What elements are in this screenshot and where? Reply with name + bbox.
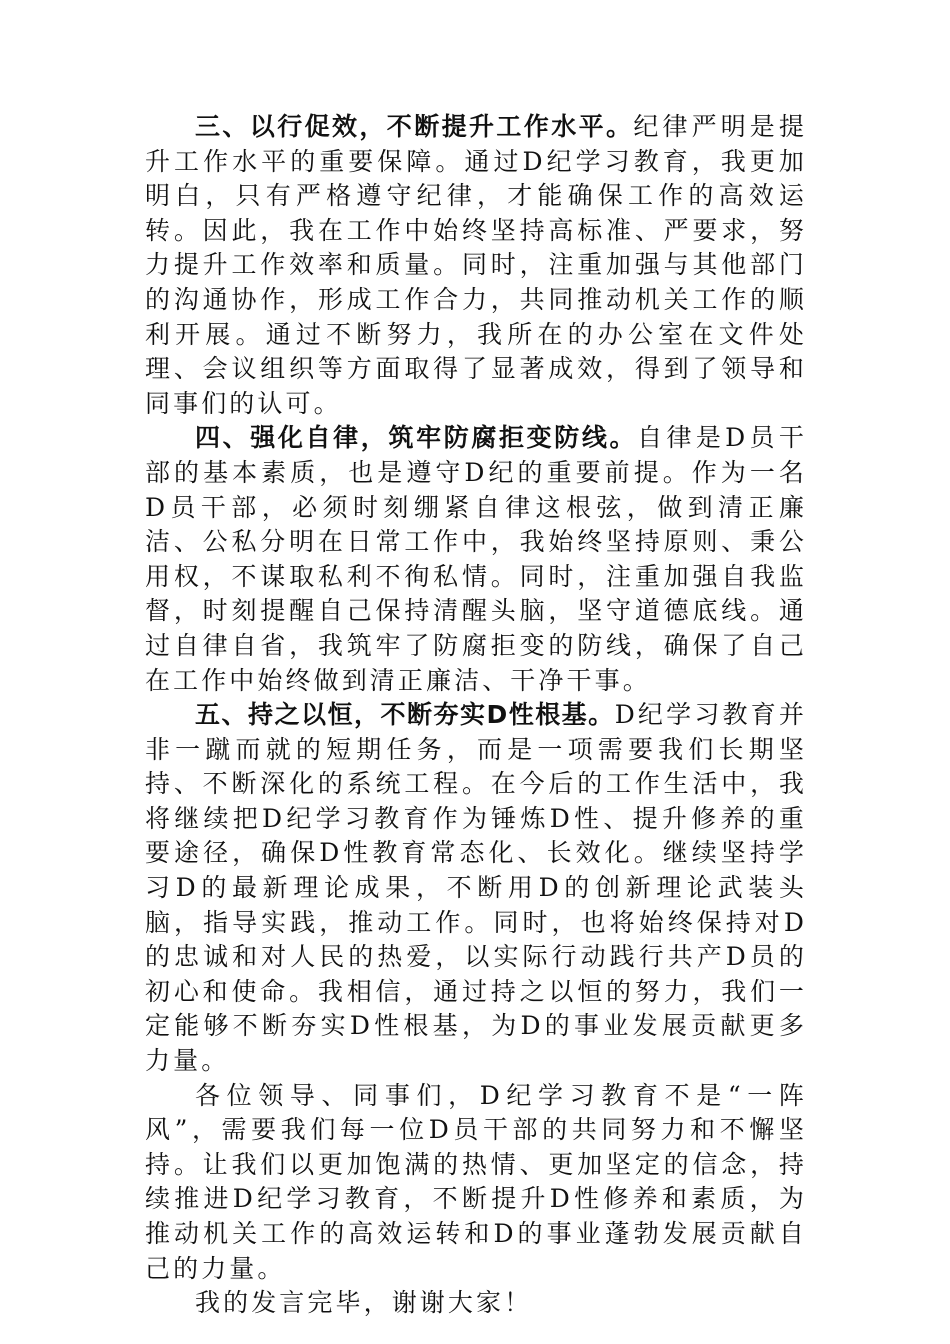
section-five-paragraph bbox=[145, 698, 807, 1079]
ending-line: 我的发言完毕，谢谢大家！ bbox=[195, 1288, 533, 1318]
section-five-body: D纪学习教育并非一蹴而就的短期任务，而是一项需要我们长期坚持、不断深化的系统工程。在今后的工作生活中，我将继续把D纪学习教育作为锤炼D性、提升修养的重要途径，确保D性教育常态化、长效化。继续坚持学习D的最新理论成果，不断用D的创新理论武装头脑，指导实践，推动工作。同时，也将始终保持对D的忠诚和对人民的热爱，以实际行动践行共产D员的初心和使命。我相信，通过持之以恒的努力，我们一定能够不断夯实D性根基，为D的事业发展贡献更多力量。 bbox=[145, 700, 808, 1076]
section-five-heading: 五、持之以恒，不断夯实D性根基。 bbox=[195, 700, 615, 730]
document-page bbox=[145, 110, 807, 1321]
section-three-heading: 三、以行促效，不断提升工作水平。 bbox=[195, 112, 634, 141]
section-four-body: 自律是D员干部的基本素质，也是遵守D纪的重要前提。作为一名D员干部，必须时刻绷紧自律这根弦，做到清正廉洁、公私分明在日常工作中，我始终坚持原则、秉公用权，不谋取私利不徇私情。同时，注重加强自我监督，时刻提醒自己保持清醒头脑，坚守道德底线。通过自律自省，我筑牢了防腐拒变的防线，确保了自己在工作中始终做到清正廉洁、干净干事。 bbox=[145, 423, 807, 695]
section-four-paragraph bbox=[145, 421, 807, 698]
section-three-paragraph bbox=[145, 110, 807, 421]
section-four-heading: 四、强化自律，筑牢防腐拒变防线。 bbox=[195, 423, 638, 453]
closing-paragraph: 各位领导、同事们，D纪学习教育不是“一阵风”，需要我们每一位D员干部的共同努力和不懈坚持。让我们以更加饱满的热情、更加坚定的信念，持续推进D纪学习教育，不断提升D性修养和素质，为推动机关工作的高效运转和D的事业蓬勃发展贡献自己的力量。 bbox=[145, 1080, 807, 1283]
section-three-body: 纪律严明是提升工作水平的重要保障。通过D纪学习教育，我更加明白，只有严格遵守纪律，才能确保工作的高效运转。因此，我在工作中始终坚持高标准、严要求，努力提升工作效率和质量。同时，注重加强与其他部门的沟通协作，形成工作合力，共同推动机关工作的顺利开展。通过不断努力，我所在的办公室在文件处理、会议组织等方面取得了显著成效，得到了领导和同事们的认可。 bbox=[145, 112, 807, 418]
